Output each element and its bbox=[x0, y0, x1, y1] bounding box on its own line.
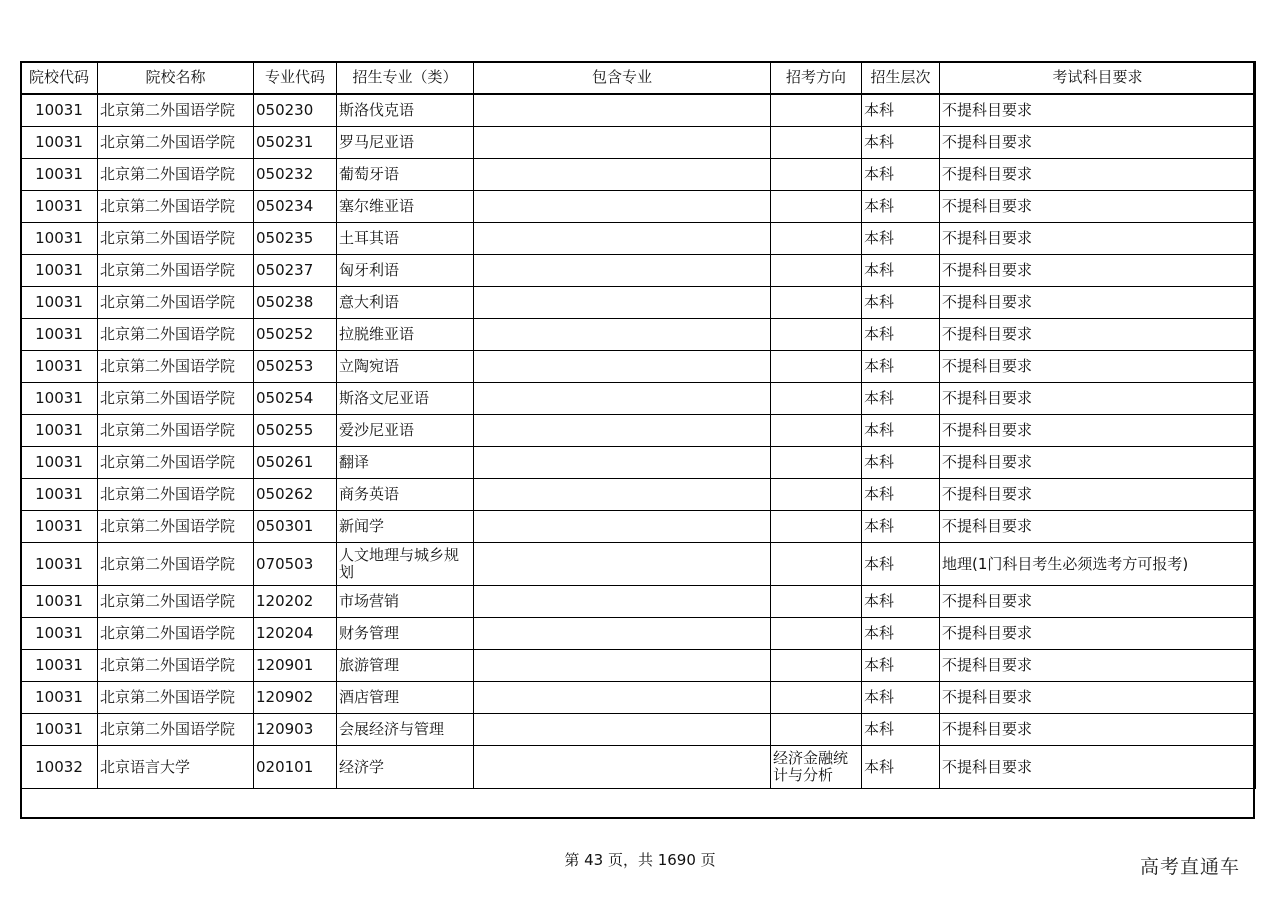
cell-subject-requirement: 不提科目要求 bbox=[940, 618, 1256, 650]
cell-major-code: 050237 bbox=[254, 255, 337, 287]
cell-direction bbox=[771, 479, 862, 511]
cell-major-code: 070503 bbox=[254, 543, 337, 586]
cell-school-name: 北京第二外国语学院 bbox=[98, 351, 254, 383]
header-included-majors: 包含专业 bbox=[474, 62, 771, 95]
table-row bbox=[21, 351, 1256, 383]
table-row bbox=[21, 586, 1256, 618]
cell-direction bbox=[771, 383, 862, 415]
table-row bbox=[21, 511, 1256, 543]
cell-school-name: 北京第二外国语学院 bbox=[98, 586, 254, 618]
cell-school-name: 北京第二外国语学院 bbox=[98, 415, 254, 447]
cell-level: 本科 bbox=[862, 94, 940, 127]
cell-included-majors bbox=[474, 618, 771, 650]
cell-direction bbox=[771, 511, 862, 543]
cell-major: 爱沙尼亚语 bbox=[337, 415, 474, 447]
cell-school-code: 10031 bbox=[21, 618, 98, 650]
table-row bbox=[21, 415, 1256, 447]
cell-included-majors bbox=[474, 586, 771, 618]
table-row bbox=[21, 127, 1256, 159]
cell-subject-requirement: 不提科目要求 bbox=[940, 191, 1256, 223]
cell-major-code: 050238 bbox=[254, 287, 337, 319]
cell-major: 意大利语 bbox=[337, 287, 474, 319]
cell-included-majors bbox=[474, 511, 771, 543]
cell-level: 本科 bbox=[862, 127, 940, 159]
cell-level: 本科 bbox=[862, 415, 940, 447]
cell-major-code: 120204 bbox=[254, 618, 337, 650]
cell-direction bbox=[771, 319, 862, 351]
table-row bbox=[21, 255, 1256, 287]
cell-major: 翻译 bbox=[337, 447, 474, 479]
cell-included-majors bbox=[474, 383, 771, 415]
cell-major: 新闻学 bbox=[337, 511, 474, 543]
table-row bbox=[21, 543, 1256, 586]
cell-included-majors bbox=[474, 287, 771, 319]
cell-school-code: 10032 bbox=[21, 746, 98, 789]
cell-school-code: 10031 bbox=[21, 543, 98, 586]
table-body bbox=[21, 94, 1256, 789]
header-school-name: 院校名称 bbox=[98, 62, 254, 95]
cell-major: 塞尔维亚语 bbox=[337, 191, 474, 223]
cell-level: 本科 bbox=[862, 511, 940, 543]
cell-school-code: 10031 bbox=[21, 159, 98, 191]
cell-school-name: 北京第二外国语学院 bbox=[98, 383, 254, 415]
watermark-logo-text: 高考直通车 bbox=[1140, 856, 1241, 878]
cell-direction bbox=[771, 94, 862, 127]
cell-school-code: 10031 bbox=[21, 586, 98, 618]
cell-school-code: 10031 bbox=[21, 447, 98, 479]
cell-included-majors bbox=[474, 650, 771, 682]
header-school-code: 院校代码 bbox=[21, 62, 98, 95]
cell-school-name: 北京第二外国语学院 bbox=[98, 127, 254, 159]
table-row bbox=[21, 746, 1256, 789]
cell-included-majors bbox=[474, 94, 771, 127]
cell-major: 会展经济与管理 bbox=[337, 714, 474, 746]
cell-school-code: 10031 bbox=[21, 383, 98, 415]
cell-level: 本科 bbox=[862, 223, 940, 255]
cell-direction bbox=[771, 191, 862, 223]
cell-major-code: 120901 bbox=[254, 650, 337, 682]
cell-school-name: 北京第二外国语学院 bbox=[98, 543, 254, 586]
cell-included-majors bbox=[474, 351, 771, 383]
cell-level: 本科 bbox=[862, 255, 940, 287]
cell-subject-requirement: 不提科目要求 bbox=[940, 682, 1256, 714]
cell-major: 商务英语 bbox=[337, 479, 474, 511]
table-row bbox=[21, 191, 1256, 223]
table-row bbox=[21, 159, 1256, 191]
cell-major-code: 050262 bbox=[254, 479, 337, 511]
cell-subject-requirement: 不提科目要求 bbox=[940, 714, 1256, 746]
cell-subject-requirement: 不提科目要求 bbox=[940, 746, 1256, 789]
cell-subject-requirement: 不提科目要求 bbox=[940, 127, 1256, 159]
table-row bbox=[21, 319, 1256, 351]
cell-direction bbox=[771, 287, 862, 319]
table-row bbox=[21, 714, 1256, 746]
cell-school-name: 北京第二外国语学院 bbox=[98, 714, 254, 746]
cell-subject-requirement: 不提科目要求 bbox=[940, 255, 1256, 287]
cell-school-name: 北京语言大学 bbox=[98, 746, 254, 789]
cell-school-name: 北京第二外国语学院 bbox=[98, 159, 254, 191]
cell-school-code: 10031 bbox=[21, 287, 98, 319]
cell-included-majors bbox=[474, 746, 771, 789]
cell-major: 斯洛文尼亚语 bbox=[337, 383, 474, 415]
cell-included-majors bbox=[474, 191, 771, 223]
cell-major-code: 050255 bbox=[254, 415, 337, 447]
cell-direction: 经济金融统计与分析 bbox=[771, 746, 862, 789]
cell-level: 本科 bbox=[862, 586, 940, 618]
cell-direction bbox=[771, 159, 862, 191]
cell-level: 本科 bbox=[862, 746, 940, 789]
cell-direction bbox=[771, 223, 862, 255]
cell-major: 酒店管理 bbox=[337, 682, 474, 714]
cell-major: 财务管理 bbox=[337, 618, 474, 650]
cell-subject-requirement: 不提科目要求 bbox=[940, 287, 1256, 319]
cell-school-code: 10031 bbox=[21, 682, 98, 714]
cell-major: 土耳其语 bbox=[337, 223, 474, 255]
cell-subject-requirement: 不提科目要求 bbox=[940, 511, 1256, 543]
header-level: 招生层次 bbox=[862, 62, 940, 95]
cell-subject-requirement: 地理(1门科目考生必须选考方可报考) bbox=[940, 543, 1256, 586]
header-subject-requirement: 考试科目要求 bbox=[940, 62, 1256, 95]
cell-included-majors bbox=[474, 255, 771, 287]
cell-school-name: 北京第二外国语学院 bbox=[98, 447, 254, 479]
cell-level: 本科 bbox=[862, 159, 940, 191]
cell-subject-requirement: 不提科目要求 bbox=[940, 351, 1256, 383]
cell-school-name: 北京第二外国语学院 bbox=[98, 479, 254, 511]
cell-direction bbox=[771, 255, 862, 287]
cell-level: 本科 bbox=[862, 287, 940, 319]
cell-major-code: 050235 bbox=[254, 223, 337, 255]
cell-direction bbox=[771, 682, 862, 714]
cell-subject-requirement: 不提科目要求 bbox=[940, 319, 1256, 351]
cell-included-majors bbox=[474, 319, 771, 351]
cell-school-code: 10031 bbox=[21, 319, 98, 351]
cell-major: 匈牙利语 bbox=[337, 255, 474, 287]
enrollment-table bbox=[20, 61, 1256, 789]
cell-level: 本科 bbox=[862, 319, 940, 351]
table-row bbox=[21, 223, 1256, 255]
cell-school-code: 10031 bbox=[21, 351, 98, 383]
cell-major: 经济学 bbox=[337, 746, 474, 789]
header-major: 招生专业（类） bbox=[337, 62, 474, 95]
header-direction: 招考方向 bbox=[771, 62, 862, 95]
cell-level: 本科 bbox=[862, 618, 940, 650]
cell-major: 立陶宛语 bbox=[337, 351, 474, 383]
cell-level: 本科 bbox=[862, 447, 940, 479]
cell-subject-requirement: 不提科目要求 bbox=[940, 447, 1256, 479]
cell-included-majors bbox=[474, 159, 771, 191]
cell-major-code: 050253 bbox=[254, 351, 337, 383]
cell-school-name: 北京第二外国语学院 bbox=[98, 223, 254, 255]
cell-direction bbox=[771, 650, 862, 682]
cell-major: 葡萄牙语 bbox=[337, 159, 474, 191]
cell-major-code: 120903 bbox=[254, 714, 337, 746]
cell-major-code: 050254 bbox=[254, 383, 337, 415]
cell-direction bbox=[771, 447, 862, 479]
cell-direction bbox=[771, 127, 862, 159]
table-row bbox=[21, 479, 1256, 511]
cell-major: 旅游管理 bbox=[337, 650, 474, 682]
table-header-row bbox=[21, 62, 1256, 95]
cell-subject-requirement: 不提科目要求 bbox=[940, 479, 1256, 511]
cell-direction bbox=[771, 618, 862, 650]
cell-major-code: 020101 bbox=[254, 746, 337, 789]
cell-school-name: 北京第二外国语学院 bbox=[98, 191, 254, 223]
cell-major-code: 050231 bbox=[254, 127, 337, 159]
cell-major-code: 050261 bbox=[254, 447, 337, 479]
cell-subject-requirement: 不提科目要求 bbox=[940, 383, 1256, 415]
table-row bbox=[21, 287, 1256, 319]
cell-major: 罗马尼亚语 bbox=[337, 127, 474, 159]
cell-included-majors bbox=[474, 127, 771, 159]
cell-level: 本科 bbox=[862, 351, 940, 383]
cell-direction bbox=[771, 415, 862, 447]
cell-school-name: 北京第二外国语学院 bbox=[98, 511, 254, 543]
cell-major: 人文地理与城乡规划 bbox=[337, 543, 474, 586]
page-number: 第 43 页，共 1690 页 bbox=[564, 851, 716, 869]
table-row bbox=[21, 94, 1256, 127]
cell-school-name: 北京第二外国语学院 bbox=[98, 94, 254, 127]
cell-subject-requirement: 不提科目要求 bbox=[940, 159, 1256, 191]
cell-level: 本科 bbox=[862, 191, 940, 223]
header-major-code: 专业代码 bbox=[254, 62, 337, 95]
cell-included-majors bbox=[474, 543, 771, 586]
cell-major-code: 050252 bbox=[254, 319, 337, 351]
cell-school-code: 10031 bbox=[21, 415, 98, 447]
cell-school-name: 北京第二外国语学院 bbox=[98, 287, 254, 319]
cell-direction bbox=[771, 586, 862, 618]
cell-major: 斯洛伐克语 bbox=[337, 94, 474, 127]
cell-included-majors bbox=[474, 447, 771, 479]
cell-level: 本科 bbox=[862, 682, 940, 714]
cell-level: 本科 bbox=[862, 383, 940, 415]
cell-included-majors bbox=[474, 714, 771, 746]
cell-level: 本科 bbox=[862, 714, 940, 746]
cell-school-code: 10031 bbox=[21, 511, 98, 543]
cell-subject-requirement: 不提科目要求 bbox=[940, 223, 1256, 255]
cell-school-code: 10031 bbox=[21, 479, 98, 511]
table-row bbox=[21, 650, 1256, 682]
cell-subject-requirement: 不提科目要求 bbox=[940, 415, 1256, 447]
cell-school-code: 10031 bbox=[21, 650, 98, 682]
cell-level: 本科 bbox=[862, 479, 940, 511]
cell-school-code: 10031 bbox=[21, 223, 98, 255]
cell-school-code: 10031 bbox=[21, 127, 98, 159]
cell-direction bbox=[771, 714, 862, 746]
cell-major-code: 050301 bbox=[254, 511, 337, 543]
cell-school-name: 北京第二外国语学院 bbox=[98, 319, 254, 351]
cell-subject-requirement: 不提科目要求 bbox=[940, 94, 1256, 127]
cell-major: 市场营销 bbox=[337, 586, 474, 618]
cell-level: 本科 bbox=[862, 650, 940, 682]
cell-school-name: 北京第二外国语学院 bbox=[98, 618, 254, 650]
cell-school-code: 10031 bbox=[21, 191, 98, 223]
table-row bbox=[21, 383, 1256, 415]
cell-included-majors bbox=[474, 223, 771, 255]
cell-subject-requirement: 不提科目要求 bbox=[940, 586, 1256, 618]
cell-school-code: 10031 bbox=[21, 94, 98, 127]
table-row bbox=[21, 682, 1256, 714]
cell-included-majors bbox=[474, 479, 771, 511]
cell-included-majors bbox=[474, 682, 771, 714]
table-row bbox=[21, 618, 1256, 650]
cell-major-code: 120902 bbox=[254, 682, 337, 714]
cell-major-code: 120202 bbox=[254, 586, 337, 618]
cell-school-code: 10031 bbox=[21, 255, 98, 287]
cell-school-name: 北京第二外国语学院 bbox=[98, 650, 254, 682]
cell-included-majors bbox=[474, 415, 771, 447]
cell-school-name: 北京第二外国语学院 bbox=[98, 682, 254, 714]
cell-level: 本科 bbox=[862, 543, 940, 586]
table-row bbox=[21, 447, 1256, 479]
cell-major: 拉脱维亚语 bbox=[337, 319, 474, 351]
cell-major-code: 050234 bbox=[254, 191, 337, 223]
cell-major-code: 050230 bbox=[254, 94, 337, 127]
cell-major-code: 050232 bbox=[254, 159, 337, 191]
cell-direction bbox=[771, 543, 862, 586]
cell-school-name: 北京第二外国语学院 bbox=[98, 255, 254, 287]
cell-school-code: 10031 bbox=[21, 714, 98, 746]
cell-direction bbox=[771, 351, 862, 383]
cell-subject-requirement: 不提科目要求 bbox=[940, 650, 1256, 682]
